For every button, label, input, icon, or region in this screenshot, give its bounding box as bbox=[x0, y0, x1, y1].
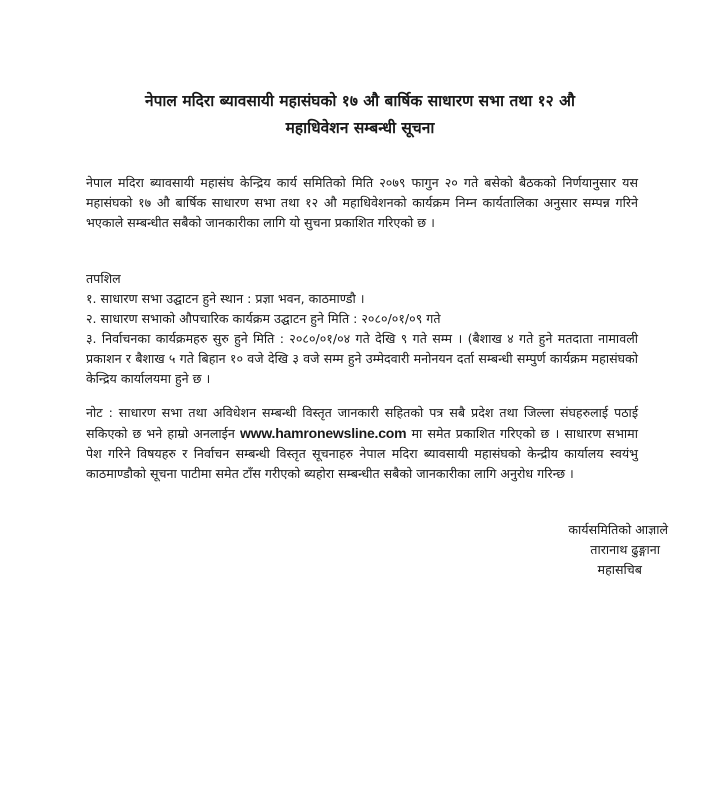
details-heading: तपशिल bbox=[86, 271, 121, 286]
signature-block bbox=[568, 520, 668, 580]
title-line-1: नेपाल मदिरा ब्यावसायी महासंघको १७ औ बार्षिक साधारण सभा तथा १२ औ bbox=[145, 92, 575, 110]
website-link[interactable]: www.hamronewsline.com bbox=[239, 425, 407, 441]
details-item-2: २. साधारण सभाको औपचारिक कार्यक्रम उद्घाटन हुने मिति : २०८०/०१/०९ गते bbox=[86, 311, 441, 326]
note-text-part-2: मा समेत प्रकाशित गरिएको छ । साधारण सभामा पेश गरिने विषयहरु र निर्वाचन सम्बन्धी विस्तृत सूचनाहरु नेपाल मदिरा ब्यावसायी महासंघको केन्द्रीय कार्यालय स्वयंभु काठमाण्डौको सूचना पाटीमा समेत टाँस गरीएको ब्यहोरा सम्बन्धीत सबैको जानकारीका लागि अनुरोध गरिन्छ । bbox=[86, 426, 638, 481]
details-item-3: ३. निर्वाचनका कार्यक्रमहरु सुरु हुने मिति : २०८०/०१/०४ गते देखि ९ गते सम्म । (बैशाख ४ गते हुने मतदाता नामावली प्रकाशन र बैशाख ५ गते बिहान १० वजे देखि ३ वजे सम्म हुने उम्मेदवारी मनोनयन दर्ता सम्बन्धी सम्पुर्ण कार्यक्रम महासंघको केन्द्रिय कार्यालयमा हुने छ । bbox=[86, 331, 638, 386]
signature-authority: कार्यसमितिको आज्ञाले bbox=[568, 522, 668, 537]
signatory-designation: महासचिब bbox=[597, 562, 642, 577]
notice-title bbox=[70, 88, 650, 142]
details-item-1: १. साधारण सभा उद्घाटन हुने स्थान : प्रज्ञा भवन, काठमाण्डौ । bbox=[86, 291, 365, 306]
note-text-part-1: नोट : साधारण सभा तथा अविधेशन सम्बन्धी विस्तृत जानकारी सहितको पत्र सबै प्रदेश तथा जिल्ला संघहरुलाई पठाई सकिएको छ भने हाम्रो अनलाईन bbox=[86, 405, 638, 441]
intro-paragraph: नेपाल मदिरा ब्यावसायी महासंघ केन्द्रिय कार्य समितिको मिति २०७९ फागुन २० गते बसेको बैठकको निर्णयानुसार यस महासंघको १७ औ बार्षिक साधारण सभा तथा १२ औ महाधिवेशनको कार्यक्रम निम्न कार्यतालिका अनुसार सम्पन्न गरिने भएकाले सम्बन्धीत सबैको जानकारीका लागि यो सुचना प्रकाशित गरिएको छ । bbox=[86, 175, 638, 230]
signatory-name: तारानाथ ढुङ्गाना bbox=[590, 542, 660, 557]
title-line-2: महाधिवेशन सम्बन्धी सूचना bbox=[285, 119, 435, 137]
note-paragraph bbox=[86, 403, 638, 484]
details-section bbox=[86, 269, 638, 389]
